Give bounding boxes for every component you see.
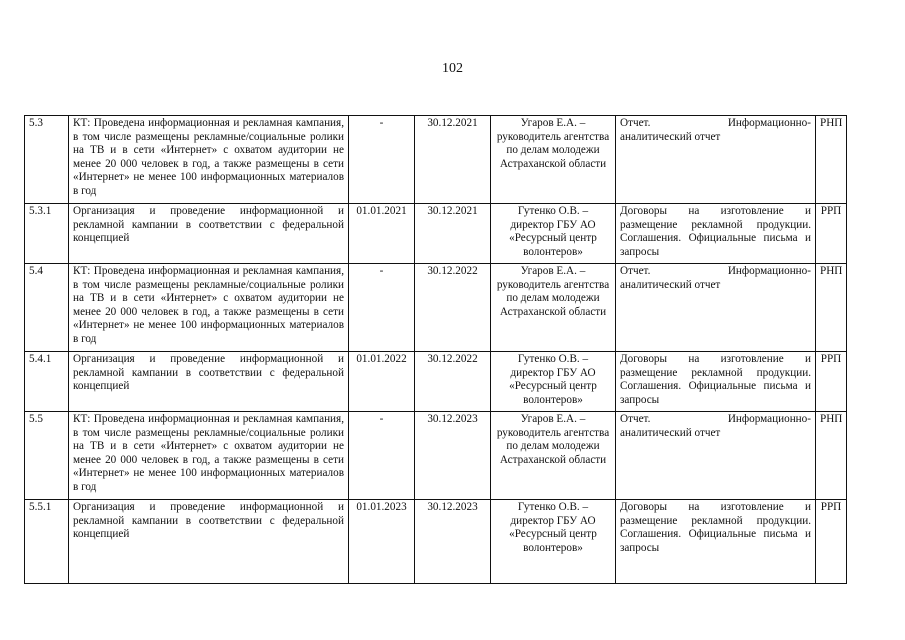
control-level: РНП xyxy=(816,264,847,352)
row-number: 5.4 xyxy=(25,264,69,352)
end-date: 30.12.2021 xyxy=(415,116,491,204)
end-date: 30.12.2023 xyxy=(415,500,491,584)
responsible-person: Гутенко О.В. – директор ГБУ АО «Ресурсный центр волонтеров» xyxy=(491,352,616,412)
document-word: Информационно- xyxy=(727,117,811,129)
control-level: РНП xyxy=(816,412,847,500)
end-date: 30.12.2021 xyxy=(415,204,491,264)
row-number: 5.5.1 xyxy=(25,500,69,584)
control-level: РРП xyxy=(816,500,847,584)
document-type xyxy=(616,264,816,352)
start-date: - xyxy=(349,264,415,352)
responsible-person: Угаров Е.А. – руководитель агентства по делам молодежи Астраханской области xyxy=(491,264,616,352)
document-word: Информационно- xyxy=(727,413,811,425)
row-number: 5.4.1 xyxy=(25,352,69,412)
start-date: 01.01.2021 xyxy=(349,204,415,264)
event-name: КТ: Проведена информационная и рекламная кампания, в том числе размещены рекламные/социальные ролики на ТВ и в сети «Интернет» с охватом аудитории не менее 20 000 человек в год, а также размещены в сети «Интернет» не менее 100 информационных материалов в год xyxy=(69,412,349,500)
document-rest: аналитический отчет xyxy=(620,278,721,291)
document-type: Договоры на изготовление и размещение рекламной продукции. Соглашения. Официальные письма и запросы xyxy=(616,352,816,412)
control-level: РНП xyxy=(816,116,847,204)
row-number: 5.3.1 xyxy=(25,204,69,264)
responsible-person: Угаров Е.А. – руководитель агентства по делам молодежи Астраханской области xyxy=(491,412,616,500)
start-date: - xyxy=(349,412,415,500)
end-date: 30.12.2022 xyxy=(415,264,491,352)
responsible-person: Угаров Е.А. – руководитель агентства по делам молодежи Астраханской области xyxy=(491,116,616,204)
table-row xyxy=(25,264,847,352)
document-type: Договоры на изготовление и размещение рекламной продукции. Соглашения. Официальные письма и запросы xyxy=(616,500,816,584)
start-date: 01.01.2023 xyxy=(349,500,415,584)
table-row xyxy=(25,116,847,204)
document-type xyxy=(616,412,816,500)
table-row xyxy=(25,412,847,500)
row-number: 5.3 xyxy=(25,116,69,204)
table-row xyxy=(25,204,847,264)
control-level: РРП xyxy=(816,352,847,412)
document-word: Информационно- xyxy=(727,265,811,277)
page-number: 102 xyxy=(442,61,463,76)
event-name: Организация и проведение информационной и рекламной кампании в соответствии с федеральной концепцией xyxy=(69,204,349,264)
event-name: КТ: Проведена информационная и рекламная кампания, в том числе размещены рекламные/социальные ролики на ТВ и в сети «Интернет» с охватом аудитории не менее 20 000 человек в год, а также размещены в сети «Интернет» не менее 100 информационных материалов в год xyxy=(69,116,349,204)
event-name: Организация и проведение информационной и рекламной кампании в соответствии с федеральной концепцией xyxy=(69,352,349,412)
event-name: Организация и проведение информационной и рекламной кампании в соответствии с федеральной концепцией xyxy=(69,500,349,584)
document-rest: аналитический отчет xyxy=(620,130,721,143)
document-word: Отчет. xyxy=(620,117,651,129)
start-date: 01.01.2022 xyxy=(349,352,415,412)
start-date: - xyxy=(349,116,415,204)
row-number: 5.5 xyxy=(25,412,69,500)
end-date: 30.12.2023 xyxy=(415,412,491,500)
document-type: Договоры на изготовление и размещение рекламной продукции. Соглашения. Официальные письма и запросы xyxy=(616,204,816,264)
end-date: 30.12.2022 xyxy=(415,352,491,412)
document-type xyxy=(616,116,816,204)
responsible-person: Гутенко О.В. – директор ГБУ АО «Ресурсный центр волонтеров» xyxy=(491,500,616,584)
document-rest: аналитический отчет xyxy=(620,426,721,439)
control-level: РРП xyxy=(816,204,847,264)
responsible-person: Гутенко О.В. – директор ГБУ АО «Ресурсный центр волонтеров» xyxy=(491,204,616,264)
table-row xyxy=(25,500,847,584)
document-word: Отчет. xyxy=(620,265,651,277)
event-name: КТ: Проведена информационная и рекламная кампания, в том числе размещены рекламные/социальные ролики на ТВ и в сети «Интернет» с охватом аудитории не менее 20 000 человек в год, а также размещены в сети «Интернет» не менее 100 информационных материалов в год xyxy=(69,264,349,352)
document-word: Отчет. xyxy=(620,413,651,425)
table-row xyxy=(25,352,847,412)
plan-table xyxy=(24,115,847,584)
